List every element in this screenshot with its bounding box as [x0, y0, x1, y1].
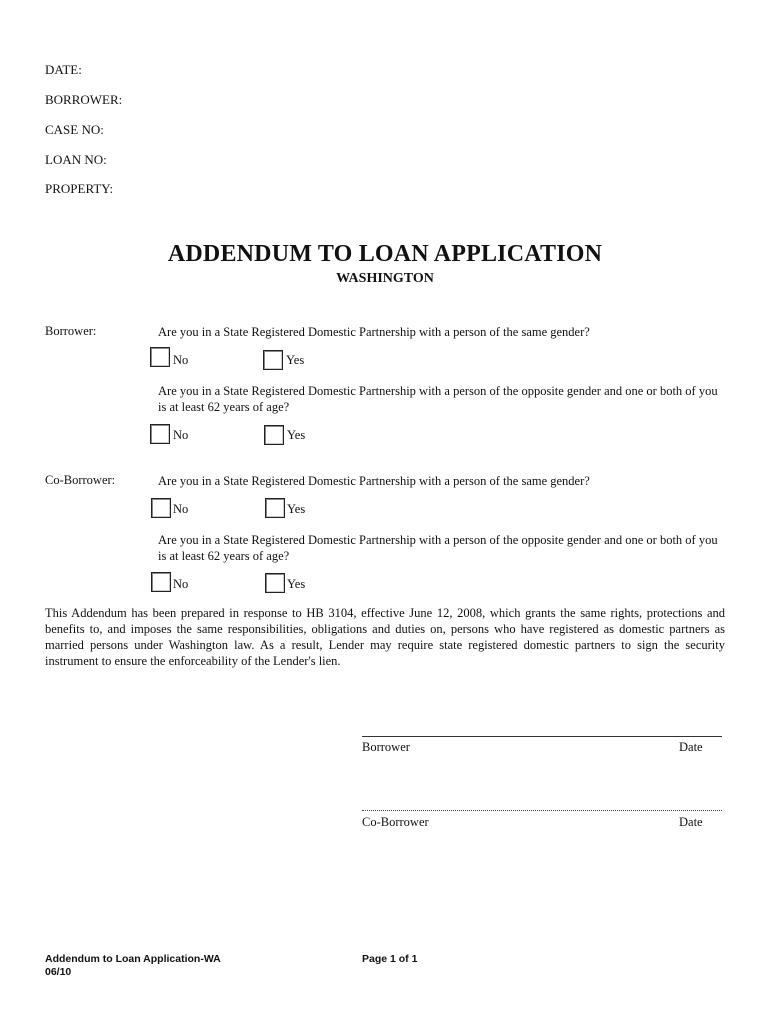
- borrower-q1-no-label: No: [173, 353, 189, 367]
- coborrower-q2-yes-checkbox[interactable]: [265, 573, 285, 593]
- coborrower-signature-line[interactable]: [362, 810, 722, 811]
- coborrower-date-label: Date: [679, 815, 703, 829]
- borrower-q1-no-checkbox[interactable]: [150, 347, 170, 367]
- borrower-q1-yes-checkbox[interactable]: [263, 350, 283, 370]
- borrower-q2-yes-checkbox[interactable]: [264, 425, 284, 445]
- borrower-q2-no-checkbox[interactable]: [150, 424, 170, 444]
- borrower-question-same-gender: Are you in a State Registered Domestic Partnership with a person of the same gender?: [158, 325, 590, 339]
- borrower-q1-yes-label: Yes: [286, 353, 305, 367]
- borrower-section-label: Borrower:: [45, 324, 97, 338]
- loan-number-label: LOAN NO:: [45, 152, 107, 167]
- borrower-q2-yes-label: Yes: [287, 428, 306, 442]
- borrower-question-opposite-gender: Are you in a State Registered Domestic Partnership with a person of the opposite gender and one or both of you is at least 62 years of age?: [158, 384, 718, 414]
- footer-form-name: Addendum to Loan Application-WA: [45, 953, 221, 965]
- coborrower-section-label: Co-Borrower:: [45, 473, 116, 487]
- borrower-date-label: Date: [679, 740, 703, 754]
- case-number-label: CASE NO:: [45, 122, 104, 137]
- coborrower-q1-yes-label: Yes: [287, 502, 306, 516]
- coborrower-question-opposite-gender: Are you in a State Registered Domestic Partnership with a person of the opposite gender and one or both of you is at least 62 years of age?: [158, 533, 718, 563]
- footer-form-date: 06/10: [45, 966, 72, 978]
- date-label: DATE:: [45, 62, 82, 77]
- document-title: ADDENDUM TO LOAN APPLICATION: [167, 241, 603, 267]
- property-label: PROPERTY:: [45, 181, 114, 196]
- coborrower-signature-label: Co-Borrower: [362, 815, 429, 829]
- coborrower-q1-yes-checkbox[interactable]: [265, 498, 285, 518]
- coborrower-q2-yes-label: Yes: [287, 577, 306, 591]
- coborrower-q1-no-checkbox[interactable]: [151, 498, 171, 518]
- coborrower-question-same-gender: Are you in a State Registered Domestic Partnership with a person of the same gender?: [158, 474, 590, 488]
- coborrower-q2-no-checkbox[interactable]: [151, 572, 171, 592]
- borrower-signature-line[interactable]: [362, 736, 722, 737]
- coborrower-q1-no-label: No: [173, 502, 189, 516]
- addendum-paragraph: This Addendum has been prepared in response to HB 3104, effective June 12, 2008, which grants the same rights, protections and benefits to, and imposes the same responsibilities, obligations and duties on, persons who have registered as domestic partners as married persons under Washington law. As a result, Lender may require state registered domestic partners to sign the security instrument to ensure the enforceability of the Lender's lien.: [45, 606, 725, 668]
- borrower-signature-label: Borrower: [362, 740, 410, 754]
- borrower-header-label: BORROWER:: [45, 92, 123, 107]
- coborrower-q2-no-label: No: [173, 577, 189, 591]
- document-subtitle: WASHINGTON: [336, 271, 434, 286]
- footer-page-number: Page 1 of 1: [362, 953, 418, 965]
- borrower-q2-no-label: No: [173, 428, 189, 442]
